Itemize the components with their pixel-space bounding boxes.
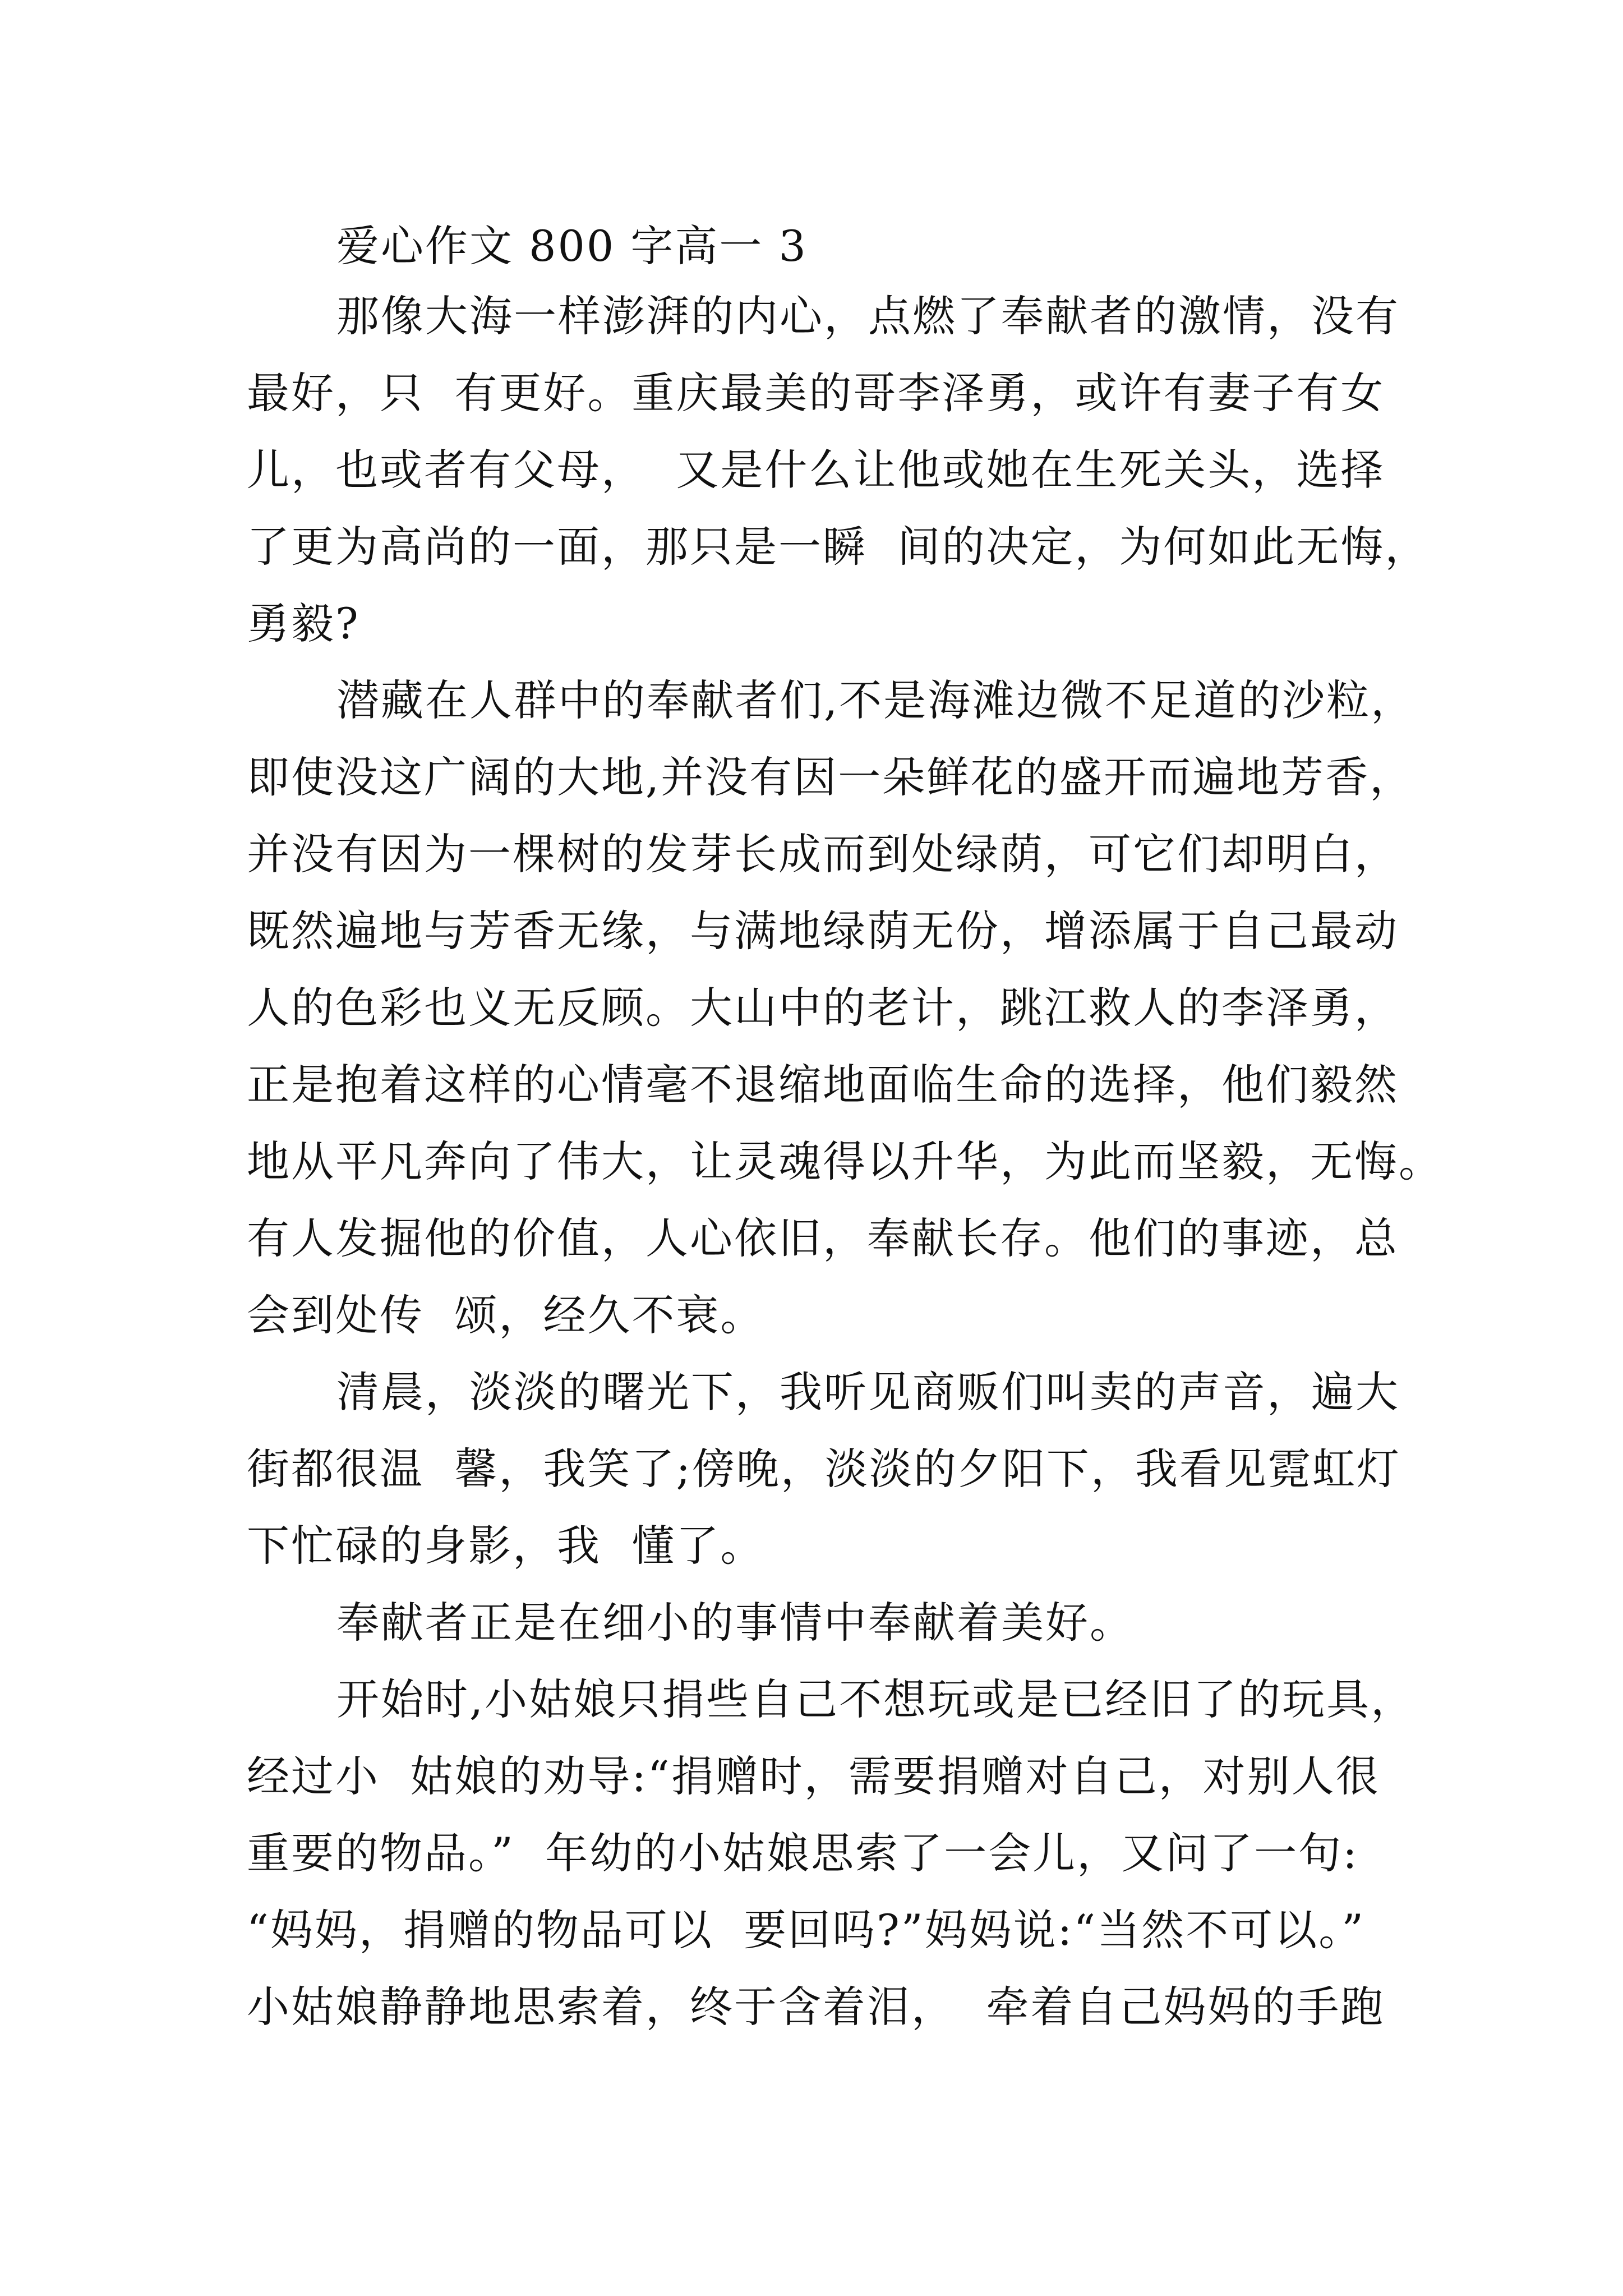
paragraph-5-line-5: 小姑娘静静地思索着，终于含着泪， 牵着自己妈妈的手跑 bbox=[247, 1982, 1385, 2032]
paragraph-2-line-9: 会到处传 颂，经久不衰。 bbox=[247, 1290, 765, 1340]
paragraph-1-line-5: 勇毅? bbox=[247, 599, 360, 648]
paragraph-2-line-7: 地从平凡奔向了伟大，让灵魂得以升华，为此而坚毅，无悔。 bbox=[247, 1137, 1443, 1186]
paragraph-5-line-2: 经过小 姑娘的劝导:“捐赠时，需要捐赠对自己，对别人很 bbox=[247, 1751, 1380, 1801]
paragraph-1-line-1: 那像大海一样澎湃的内心，点燃了奉献者的激情，没有 bbox=[336, 291, 1400, 341]
paragraph-5-line-1: 开始时,小姑娘只捐些自己不想玩或是已经旧了的玩具， bbox=[336, 1674, 1415, 1724]
paragraph-2-line-1: 潜藏在人群中的奉献者们,不是海滩边微不足道的沙粒， bbox=[336, 675, 1415, 725]
paragraph-1-line-3: 儿，也或者有父母， 又是什么让他或她在生死关头，选择 bbox=[247, 445, 1385, 495]
paragraph-2-line-5: 人的色彩也义无反顾。大山中的老计，跳江救人的李泽勇， bbox=[247, 983, 1399, 1033]
paragraph-2-line-3: 并没有因为一棵树的发芽长成而到处绿荫，可它们却明白， bbox=[247, 829, 1399, 879]
paragraph-5-line-3: 重要的物品。” 年幼的小姑娘思索了一会儿，又问了一句: bbox=[247, 1828, 1359, 1878]
paragraph-2-line-8: 有人发掘他的价值，人心依旧，奉献长存。他们的事迹，总 bbox=[247, 1213, 1399, 1263]
paragraph-3-line-3: 下忙碌的身影，我 懂了。 bbox=[247, 1521, 765, 1571]
paragraph-5-line-4: “妈妈，捐赠的物品可以 要回吗?”妈妈说:“当然不可以。” bbox=[247, 1905, 1366, 1955]
paragraph-1-line-4: 了更为高尚的一面，那只是一瞬 间的决定，为何如此无悔， bbox=[247, 522, 1430, 572]
paragraph-3-line-1: 清晨，淡淡的曙光下，我听见商贩们叫卖的声音，遍大 bbox=[336, 1367, 1400, 1417]
paragraph-2-line-6: 正是抱着这样的心情毫不退缩地面临生命的选择，他们毅然 bbox=[247, 1060, 1399, 1110]
essay-title: 爱心作文 800 字高一 3 bbox=[336, 221, 808, 271]
paragraph-3-line-2: 街都很温 馨，我笑了;傍晚，淡淡的夕阳下，我看见霓虹灯 bbox=[247, 1444, 1401, 1494]
paragraph-1-line-2: 最好，只 有更好。重庆最美的哥李泽勇，或许有妻子有女 bbox=[247, 368, 1385, 418]
paragraph-2-line-4: 既然遍地与芳香无缘，与满地绿荫无份，增添属于自己最动 bbox=[247, 906, 1399, 956]
paragraph-2-line-2: 即使没这广阔的大地,并没有因一朵鲜花的盛开而遍地芳香， bbox=[247, 752, 1414, 802]
paragraph-4-line-1: 奉献者正是在细小的事情中奉献着美好。 bbox=[336, 1598, 1134, 1648]
